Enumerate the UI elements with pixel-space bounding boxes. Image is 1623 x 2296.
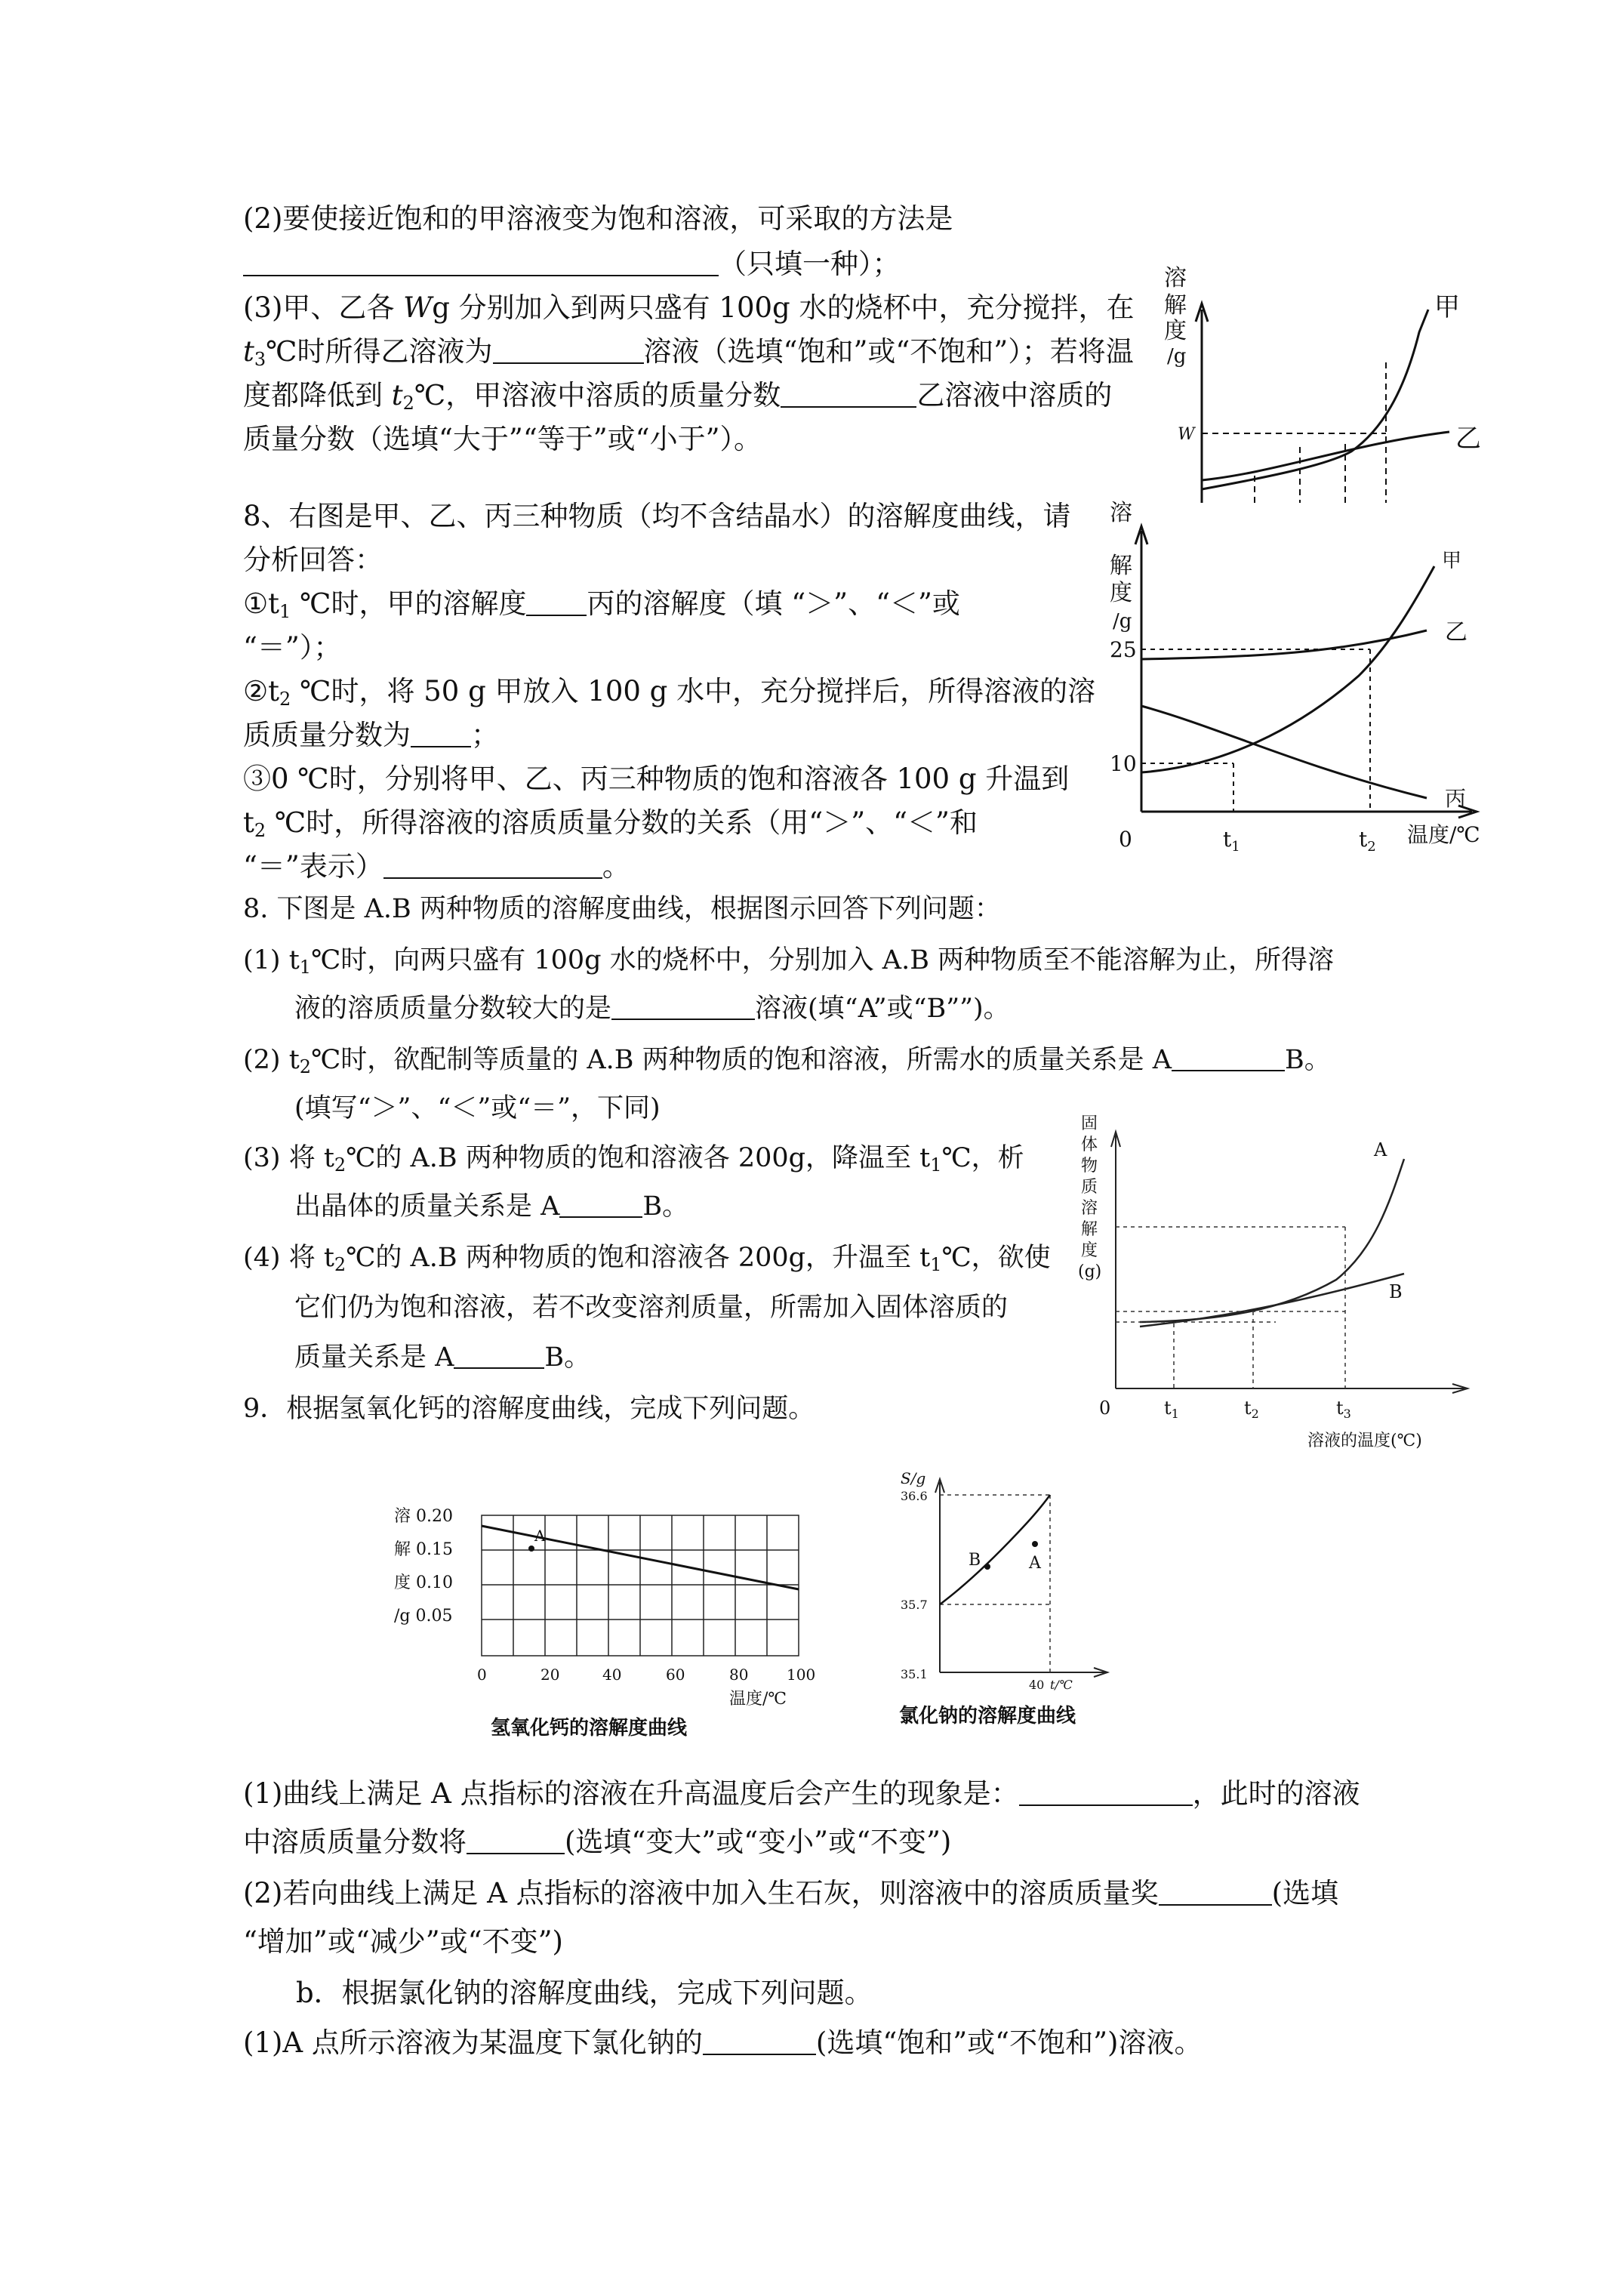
q8a-line2: 分析回答： bbox=[243, 544, 383, 576]
q9-part1-line1: (1)曲线上满足 A 点指标的溶液在升高温度后会产生的现象是： ，此时的溶液 bbox=[243, 1777, 1360, 1810]
q9-title: 9．根据氢氧化钙的溶解度曲线，完成下列问题。 bbox=[243, 1394, 815, 1424]
q8a-line7: ③0 ℃时，分别将甲、乙、丙三种物质的饱和溶液各 100 g 升温到 bbox=[243, 763, 1070, 795]
svg-text:度: 度 bbox=[1081, 1241, 1098, 1260]
svg-text:度: 度 bbox=[1110, 580, 1132, 606]
svg-text:80: 80 bbox=[729, 1666, 749, 1684]
svg-text:解 0.15: 解 0.15 bbox=[394, 1540, 453, 1559]
q8a-line8: $t_2$ ℃时，所得溶液的溶质质量分数的关系（用“＞”、“＜”和 bbox=[243, 806, 978, 841]
q7-part2-line1 bbox=[243, 201, 953, 237]
q8a-xtick-t2: $t_2$ bbox=[1359, 827, 1376, 855]
q8b-blank-2[interactable] bbox=[1172, 1043, 1285, 1071]
q9-b-title: b．根据氯化钠的溶解度曲线，完成下列问题。 bbox=[296, 1977, 873, 2009]
q7-part2-line2: （只填一种）； bbox=[243, 246, 901, 282]
q7-saturation-blank[interactable] bbox=[493, 335, 644, 364]
svg-text:100: 100 bbox=[787, 1666, 816, 1684]
q7-part3-line4: 质量分数（选填“大于”“等于”或“小于”）。 bbox=[243, 423, 762, 455]
caoh-solubility-chart bbox=[393, 1499, 823, 1740]
nacl-xtick-40: 40 bbox=[1029, 1678, 1045, 1692]
q8a-series-a-label: 甲 bbox=[1442, 550, 1462, 572]
q7-part3-line1: (3)甲、乙各 Wg 分别加入到两只盛有 100g 水的烧杯中，充分搅拌，在 bbox=[243, 291, 1135, 324]
caoh-caption: 氢氧化钙的溶解度曲线 bbox=[491, 1717, 688, 1740]
q7-curve-b bbox=[1202, 432, 1449, 480]
q8a-xtick-t1: $t_1$ bbox=[1223, 827, 1240, 855]
q8a-series-b-label: 乙 bbox=[1445, 619, 1467, 646]
svg-text:度: 度 bbox=[1164, 318, 1187, 344]
svg-text:/g 0.05: /g 0.05 bbox=[394, 1607, 453, 1626]
q8a-blank-2[interactable] bbox=[411, 719, 471, 747]
svg-text:度 0.10: 度 0.10 bbox=[394, 1573, 453, 1592]
q7-compare-blank[interactable] bbox=[781, 379, 916, 408]
q8b-blank-1[interactable] bbox=[611, 991, 755, 1020]
svg-text:固: 固 bbox=[1081, 1114, 1098, 1133]
q8a-curve-a bbox=[1141, 566, 1434, 772]
nacl-ytick-351: 35.1 bbox=[901, 1667, 928, 1681]
q8a-blank-3[interactable] bbox=[383, 850, 602, 879]
svg-text:解: 解 bbox=[1081, 1220, 1098, 1239]
q8b-curve-a bbox=[1140, 1159, 1404, 1322]
q8a-line1: 8、右图是甲、乙、丙三种物质（均不含结晶水）的溶解度曲线，请 bbox=[243, 500, 1071, 532]
q8b-chart-ylabel bbox=[1078, 1114, 1101, 1281]
q7-curve-a bbox=[1202, 310, 1428, 489]
q8b-blank-4[interactable] bbox=[454, 1340, 544, 1369]
q8a-line9: “＝”表示） 。 bbox=[243, 850, 630, 883]
svg-text:0: 0 bbox=[477, 1666, 487, 1684]
svg-text:物: 物 bbox=[1081, 1157, 1098, 1176]
nacl-curve bbox=[940, 1495, 1050, 1604]
q8a-curve-b bbox=[1141, 630, 1427, 659]
svg-text:(g): (g) bbox=[1078, 1262, 1102, 1281]
caoh-point-a bbox=[528, 1546, 534, 1552]
q8a-blank-1[interactable] bbox=[526, 587, 587, 616]
q8a-xlabel: 温度/℃ bbox=[1407, 822, 1480, 847]
q8b-series-a-label: A bbox=[1374, 1139, 1387, 1160]
q8a-solubility-chart bbox=[1110, 495, 1487, 857]
svg-text:溶: 溶 bbox=[1081, 1199, 1098, 1218]
svg-text:/g: /g bbox=[1113, 610, 1132, 633]
q7-part3-line3: 度都降低到 $t_2℃$，甲溶液中溶质的质量分数 乙溶液中溶质的 bbox=[243, 379, 1113, 414]
q8b-solubility-chart bbox=[1072, 1114, 1480, 1461]
svg-text:解: 解 bbox=[1164, 292, 1187, 319]
q8b-part3-line2: 出晶体的质量关系是 A B。 bbox=[294, 1188, 688, 1225]
q8b-part2-line1: (2) $t_2℃$时，欲配制等质量的 A.B 两种物质的饱和溶液，所需水的质量关系是 A B。 bbox=[243, 1042, 1331, 1085]
q8a-ytick-10: 10 bbox=[1110, 751, 1137, 776]
q8b-part1-line1: (1) $t_1℃$时，向两只盛有 100g 水的烧杯中，分别加入 A.B 两种物质至不能溶解为止，所得溶 bbox=[243, 945, 1335, 978]
q8a-curve-c bbox=[1141, 706, 1427, 798]
q7-chart-ylabel bbox=[1164, 265, 1187, 368]
q8b-part2-line2: (填写“＞”、“＜”或“＝”，下同) bbox=[294, 1093, 661, 1123]
q8b-blank-3[interactable] bbox=[559, 1189, 642, 1218]
nacl-point-a-label: A bbox=[1029, 1554, 1041, 1573]
nacl-solubility-chart bbox=[887, 1469, 1144, 1725]
svg-text:60: 60 bbox=[666, 1666, 685, 1684]
q8b-xtick-t2: $t_2$ bbox=[1244, 1398, 1259, 1421]
q7-guide-lines bbox=[1202, 362, 1386, 503]
q8b-xlabel: 溶液的温度(℃) bbox=[1307, 1432, 1422, 1450]
q8b-guide-lines bbox=[1116, 1227, 1345, 1388]
q8a-line3: $①t_1$ ℃时，甲的溶解度 丙的溶解度（填 “＞”、“＜”或 bbox=[243, 587, 960, 622]
q8b-part4-line1: (4) 将 $t_2℃$的 A.B 两种物质的饱和溶液各 200g，升温至 $t_1℃$，欲使 bbox=[243, 1243, 1051, 1275]
q7-series-a-label: 甲 bbox=[1434, 292, 1460, 322]
nacl-xlabel: t/℃ bbox=[1050, 1678, 1073, 1692]
q9-solute-mass-blank[interactable] bbox=[1159, 1877, 1272, 1906]
nacl-ytick-357: 35.7 bbox=[901, 1598, 928, 1612]
q8b-part3-line1: (3) 将 $t_2℃$的 A.B 两种物质的饱和溶液各 200g，降温至 $t_1℃$，析 bbox=[243, 1143, 1024, 1176]
q9-part1-line2: 中溶质质量分数将 (选填“变大”或“变小”或“不变”) bbox=[243, 1826, 952, 1858]
svg-text:质: 质 bbox=[1081, 1178, 1098, 1197]
q9-fraction-blank[interactable] bbox=[467, 1826, 565, 1854]
q7-part2-text: (2)要使接近饱和的甲溶液变为饱和溶液，可采取的方法是 bbox=[243, 202, 953, 235]
nacl-point-b-label: B bbox=[969, 1551, 981, 1570]
caoh-xticks bbox=[477, 1666, 815, 1684]
svg-text:溶 0.20: 溶 0.20 bbox=[394, 1507, 453, 1526]
nacl-ytick-366: 36.6 bbox=[901, 1489, 928, 1503]
q8a-xtick-0: 0 bbox=[1119, 827, 1132, 852]
caoh-chart-ylabels bbox=[394, 1507, 453, 1626]
q7-method-blank[interactable] bbox=[243, 248, 719, 276]
svg-text:溶: 溶 bbox=[1110, 500, 1132, 526]
q9-part2-line1: (2)若向曲线上满足 A 点指标的溶液中加入生石灰，则溶液中的溶质质量奖 (选填 bbox=[243, 1877, 1339, 1909]
caoh-xlabel: 温度/℃ bbox=[729, 1690, 787, 1709]
q8b-part1-line2: 液的溶质质量分数较大的是 溶液(填“A”或“B””)。 bbox=[294, 991, 1010, 1027]
svg-text:溶: 溶 bbox=[1164, 265, 1187, 291]
q7-w-label: W bbox=[1178, 425, 1195, 444]
nacl-guide-lines bbox=[940, 1495, 1050, 1672]
q8a-ytick-25: 25 bbox=[1110, 637, 1137, 662]
q8a-line4: “＝”）； bbox=[243, 631, 342, 664]
svg-text:解: 解 bbox=[1110, 553, 1132, 579]
q8b-xtick-0: 0 bbox=[1099, 1398, 1111, 1419]
q9-phenomenon-blank[interactable] bbox=[1019, 1777, 1193, 1806]
svg-text:/g: /g bbox=[1167, 345, 1187, 368]
q8b-xtick-t1: $t_1$ bbox=[1164, 1398, 1179, 1421]
q8a-line6: 质质量分数为 ； bbox=[243, 719, 499, 751]
q8a-guide-lines bbox=[1141, 649, 1370, 812]
q7-series-b-label: 乙 bbox=[1455, 424, 1481, 454]
nacl-caption: 氯化钠的溶解度曲线 bbox=[899, 1705, 1076, 1727]
svg-text:40: 40 bbox=[602, 1666, 622, 1684]
nacl-ylabel: S/g bbox=[901, 1469, 926, 1487]
svg-text:体: 体 bbox=[1081, 1136, 1098, 1154]
svg-text:20: 20 bbox=[540, 1666, 560, 1684]
q8a-chart-ylabel bbox=[1110, 500, 1132, 633]
q8b-series-b-label: B bbox=[1389, 1281, 1403, 1302]
q8b-curve-b bbox=[1140, 1274, 1404, 1327]
q8b-xtick-t3: $t_3$ bbox=[1336, 1398, 1351, 1421]
q9-part2-line2: “增加”或“减少”或“不变”) bbox=[243, 1925, 563, 1958]
q9-saturation-blank[interactable] bbox=[703, 2026, 816, 2055]
nacl-point-a bbox=[1032, 1541, 1038, 1547]
nacl-point-b bbox=[984, 1564, 990, 1570]
q8a-line5: $②t_2$ ℃时，将 50 g 甲放入 100 g 水中，充分搅拌后，所得溶液的溶 bbox=[243, 675, 1096, 710]
q7-part3-line2: $t_3℃$时所得乙溶液为 溶液（选填“饱和”或“不饱和”）；若将温 bbox=[243, 335, 1134, 370]
q8a-series-c-label: 丙 bbox=[1445, 786, 1467, 811]
q8b-part4-line3: 质量关系是 A B。 bbox=[294, 1339, 590, 1376]
q8b-part4-line2: 它们仍为饱和溶液，若不改变溶剂质量，所需加入固体溶质的 bbox=[294, 1293, 1009, 1323]
q9-b-part1: (1)A 点所示溶液为某温度下氯化钠的 (选填“饱和”或“不饱和”)溶液。 bbox=[243, 2026, 1203, 2059]
q7-solubility-chart bbox=[1163, 249, 1480, 506]
q8b-title: 8. 下图是 A.B 两种物质的溶解度曲线，根据图示回答下列问题： bbox=[243, 894, 1001, 924]
caoh-point-a-label: A bbox=[534, 1527, 546, 1545]
